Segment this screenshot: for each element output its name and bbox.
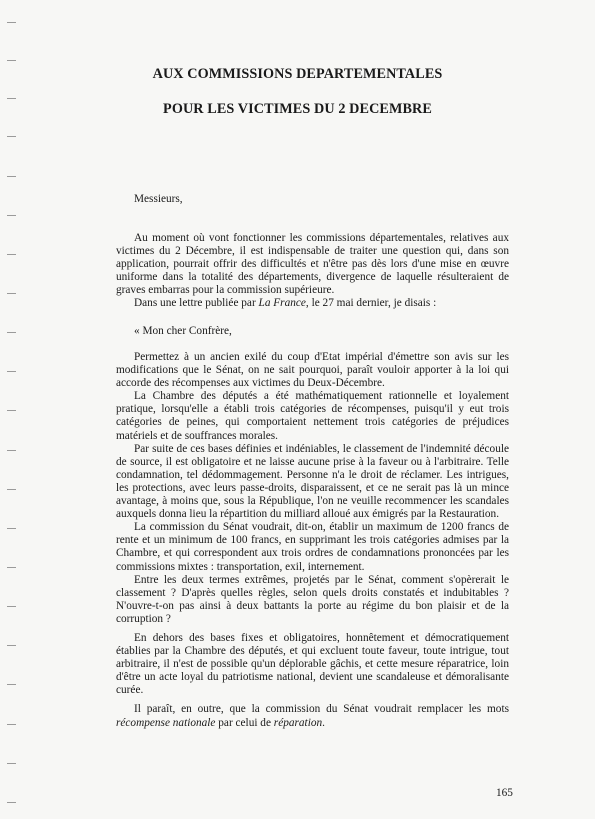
paragraph-6: Par suite de ces bases définies et indéniables, le classement de l'indemnité découle de source, il est obligatoire et ne laisse aucune prise à la faveur ou à l'arbitraire. Telle condamnation, tel dédommagement. Personne n'a le droit de réclamer. Les intrigues, les protections, avec leurs passe-droits, disparaissent, et ce ne serait pas là un mince avantage, à moins que, sous la République, l'on ne veuille recommencer les scandales auxquels donna lieu la répartition du milliard alloué aux émigrés par la Restauration. xyxy=(116,442,509,521)
paragraph-intro xyxy=(116,232,509,311)
paragraph-9: En dehors des bases fixes et obligatoires, honnêtement et démocratiquement établies par la Chambre des députés, et qui excluent toute faveur, toute intrigue, tout arbitraire, il n'est de possible qu'un déplorable gâchis, et cette mesure réparatrice, loin d'être un acte loyal du patriotisme national, devient une scandaleuse et démoralisante curée. xyxy=(116,631,509,697)
page-number: 165 xyxy=(496,787,513,799)
paragraph-7: La commission du Sénat voudrait, dit-on, établir un maximum de 1200 francs de rente et un minimum de 100 francs, en supprimant les trois catégories admises par la Chambre, et qui correspondent aux trois ordres de condamnations prononcées par les commissions mixtes : transportation, exil, internement. xyxy=(116,521,509,573)
paragraph-3: « Mon cher Confrère, xyxy=(134,325,232,337)
paragraph-10: Il paraît, en outre, que la commission du Sénat voudrait remplacer les mots récompense nationale par celui de réparation. xyxy=(116,703,509,729)
salutation: Messieurs, xyxy=(134,193,183,205)
title-line-2: POUR LES VICTIMES DU 2 DECEMBRE xyxy=(163,101,432,117)
paragraph-1: Au moment où vont fonctionner les commissions départementales, relatives aux victimes du 2 Décembre, il est indispensable de traiter une question qui, dans son application, pourrait offrir des difficultés et n'être pas dès lors d'une mise en œuvre uniforme dans la totalité des départements, divergence de laquelle résulteraient de graves embarras pour la commission supérieure. xyxy=(116,232,509,297)
paragraph-5: La Chambre des députés a été mathématiquement rationnelle et loyalement pratique, lorsqu'elle a établi trois catégories de récompenses, puisqu'il y eut trois catégories de peines, qui comportaient nettement trois catégories de préjudices matériels et de souffrances morales. xyxy=(116,390,509,442)
scan-margin-marks xyxy=(7,0,17,819)
paragraph-4: Permettez à un ancien exilé du coup d'Etat impérial d'émettre son avis sur les modifications que le Sénat, on ne sait pourquoi, paraît vouloir apporter à la loi qui accorde des récompenses aux victimes du Deux-Décembre. xyxy=(116,351,509,390)
newspaper-title: La France xyxy=(258,297,306,310)
paragraph-2: Dans une lettre publiée par La France, le 27 mai dernier, je disais : xyxy=(134,297,437,310)
quote-opening xyxy=(116,325,509,338)
paragraph-8: Entre les deux termes extrêmes, projetés par le Sénat, comment s'opèrerait le classement ? D'après quelles règles, selon quels droits constatés et indubitables ? N'ouvre-t-on pas ainsi à deux battants la porte au régime du bon plaisir et de la corruption ? xyxy=(116,573,509,625)
letter-body xyxy=(116,351,509,730)
title-line-1: AUX COMMISSIONS DEPARTEMENTALES xyxy=(152,66,443,82)
